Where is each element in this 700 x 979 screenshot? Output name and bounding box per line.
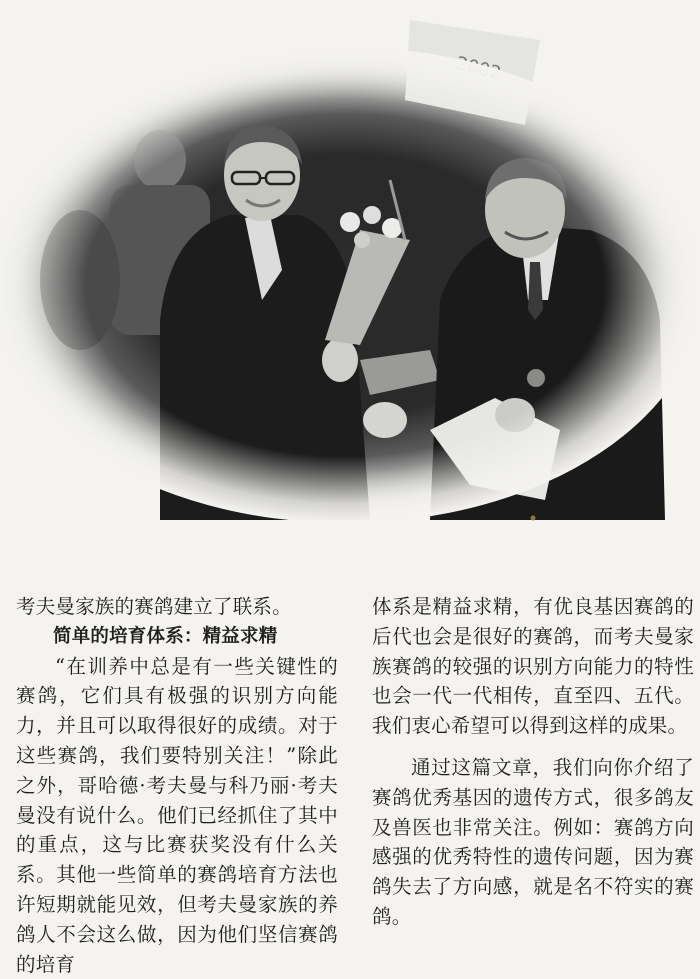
- left-column: [16, 592, 338, 979]
- right-paragraph-1: 体系是精益求精，有优良基因赛鸽的后代也会是很好的赛鸽，而考夫曼家族赛鸽的较强的识别方向能力的特性也会一代一代相传，直至四、五代。我们衷心希望可以得到这样的成果。: [372, 595, 694, 738]
- right-paragraph-2: 通过这篇文章，我们向你介绍了赛鸽优秀基因的遗传方式，很多鸽友及兽医也非常关注。例如：赛鸽方向感强的优秀特性的遗传问题，因为赛鸽失去了方向感，就是名不符实的赛鸽。: [372, 755, 694, 928]
- right-column: [372, 592, 694, 932]
- left-continuation-line: 考夫曼家族的赛鸽建立了联系。: [16, 595, 292, 618]
- left-paragraph: “在训养中总是有一些关键性的赛鸽，它们具有极强的识别方向能力，并且可以取得很好的成绩。对于这些赛鸽，我们要特别关注！”除此之外，哥哈德·考夫曼与科乃丽·考夫曼没有说什么。他们已经抓住了其中的重点，这与比赛获奖没有什么关系。其他一些简单的赛鸽培育方法也许短期就能见效，但考夫曼家族的养鸽人不会这么做，因为他们坚信赛鸽的培育: [16, 654, 338, 976]
- section-heading: 简单的培育体系：精益求精: [53, 625, 278, 647]
